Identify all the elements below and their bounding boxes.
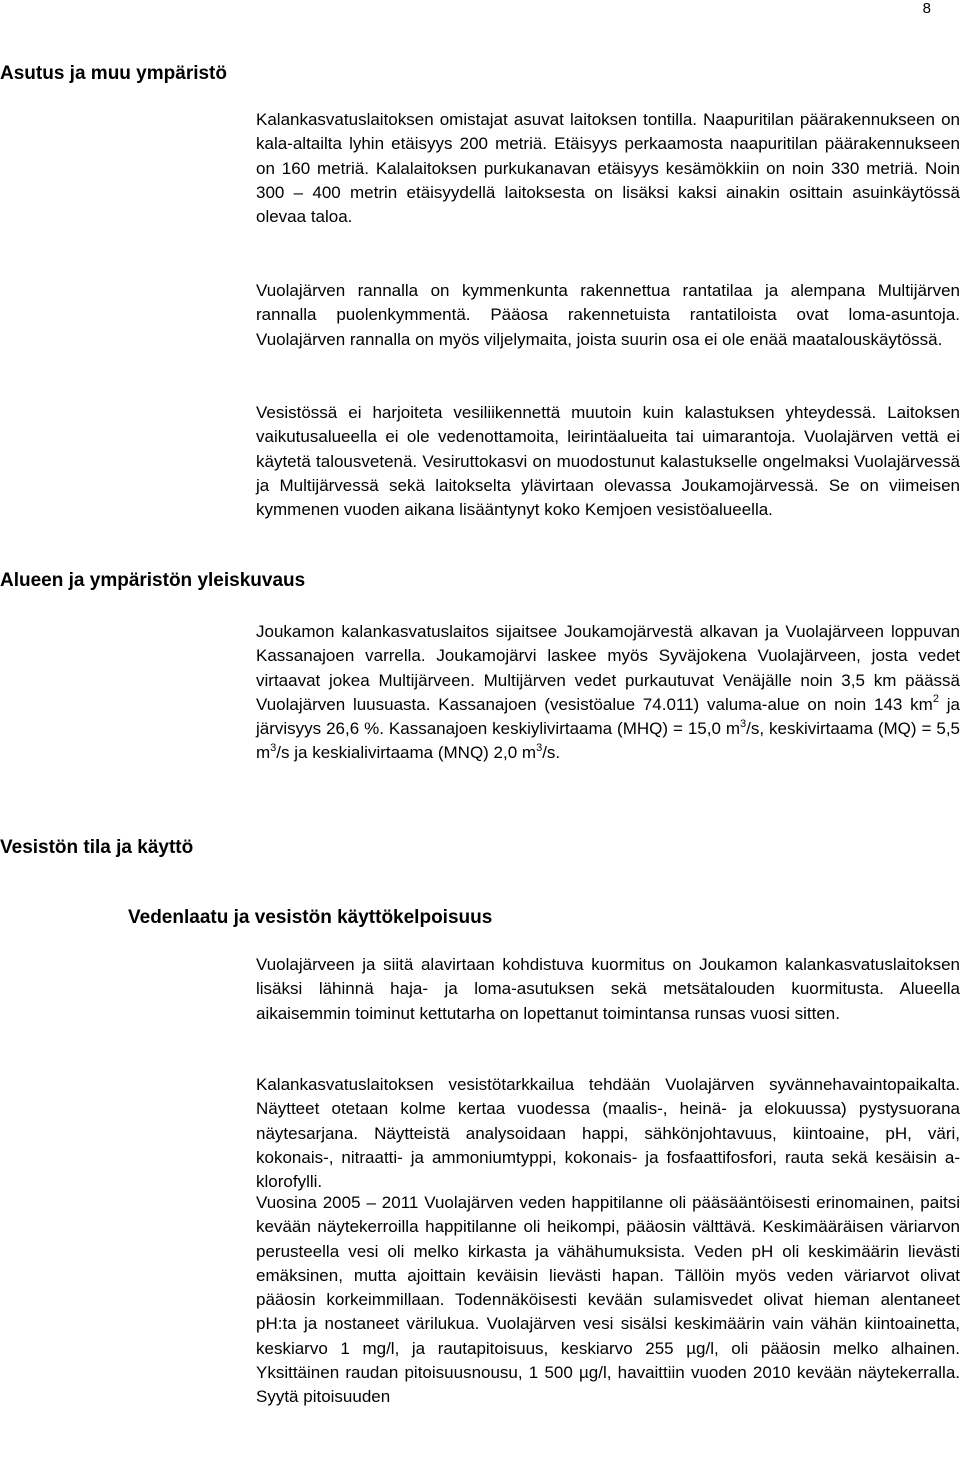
superscript-3b: 3 [270, 741, 277, 754]
superscript-3a: 3 [740, 717, 747, 730]
paragraph-alueen-part-b: ja järvisyys 26,6 %. Kassanajoen keskiylivirtaama (MHQ) = 15,0 m [256, 694, 960, 739]
superscript-2: 2 [932, 693, 939, 706]
paragraph-alueen-part-d: /s ja keskialivirtaama (MNQ) 2,0 m [276, 743, 537, 763]
paragraph-asutus-3: Vesistössä ei harjoiteta vesiliikennettä muutoin kuin kalastuksen yhteydessä. Laitoksen vaikutusalueella ei ole vedenottamoita, leirintäalueita tai uimarantoja. Vuolajärven vettä ei käytetä talousvetenä. Vesiruttokasvi on muodostunut kalastukselle ongelmaksi Vuolajärvessä ja Multijärvessä sekä laitokselta ylävirtaan olevassa Joukamojärvessä. Se on viimeisen kymmenen vuoden aikana lisääntynyt koko Kemjoen vesistöalueella. [256, 403, 960, 520]
section-heading-alueen: Alueen ja ympäristön yleiskuvaus [0, 570, 306, 591]
paragraph-alueen-part-a: Joukamon kalankasvatuslaitos sijaitsee Joukamojärvestä alkavan ja Vuolajärveen loppuvan Kassanajoen varrella. Joukamojärvi laskee myös Syväjokena Vuolajärveen, josta vedet virtaavat jokea Multijärveen. Multijärven vedet purkautuvat Venäjälle noin 3,5 km päässä Vuolajärven luusuasta. Kassanajoen (vesistöalue 74.011) valuma-alue on noin 143 km [256, 622, 960, 714]
paragraph-vedenlaatu-1: Vuolajärveen ja siitä alavirtaan kohdistuva kuormitus on Joukamon kalankasvatuslaitoksen lisäksi lähinnä haja- ja loma-asutuksen sekä metsätalouden kuormitusta. Alueella aikaisemmin toiminut kettutarha on lopettanut toimintansa runsas vuosi sitten. [256, 955, 960, 1023]
section-heading-vesiston-tila: Vesistön tila ja käyttö [0, 837, 194, 858]
paragraph-asutus-2: Vuolajärven rannalla on kymmenkunta rakennettua rantatilaa ja alempana Multijärven rannalla puolenkymmentä. Pääosa rakennetuista rantatiloista ovat loma-asuntoja. Vuolajärven rannalla on myös viljelymaita, joista suurin osa ei ole enää maatalouskäytössä. [256, 281, 960, 349]
paragraph-vedenlaatu-3: Vuosina 2005 – 2011 Vuolajärven veden happitilanne oli pääsääntöisesti erinomainen, paitsi kevään näytekerroilla happitilanne oli heikompi, pääosin välttävä. Keskimääräisen väriarvon perusteella vesi oli melko kirkasta ja vähähumuksista. Veden pH oli keskimäärin lievästi emäksinen, mutta ajoittain keväisin lievästi hapan. Tällöin myös veden väriarvot olivat pääosin korkeimmillaan. Todennäköisesti kevään sulamisvedet olivat hieman alentaneet pH:ta ja nostaneet värilukua. Vuolajärven vesi sisälsi keskimäärin vain vähän kiintoainetta, keskiarvo 1 mg/l, ja rautapitoisuus, keskiarvo 255 µg/l, oli pääosin melko alhainen. Yksittäinen raudan pitoisuusnousu, 1 500 µg/l, havaittiin vuoden 2010 kevään näytekerralla. Syytä pitoisuuden [256, 1193, 960, 1407]
paragraph-alueen-part-c: /s, keskivirtaama (MQ) = 5,5 m [256, 719, 960, 763]
paragraph-asutus-1: Kalankasvatuslaitoksen omistajat asuvat laitoksen tontilla. Naapuritilan päärakennukseen on kala-altailta lyhin etäisyys 200 metriä. Etäisyys perkaamosta naapuritilan päärakennukseen on 160 metriä. Kalalaitoksen purkukanavan etäisyys kesämökkiin on noin 330 metriä. Noin 300 – 400 metrin etäisyydellä laitoksesta on lisäksi kaksi ainakin osittain asuinkäytössä olevaa taloa. [256, 110, 960, 227]
superscript-3c: 3 [536, 741, 543, 754]
section-heading-asutus: Asutus ja muu ympäristö [0, 63, 227, 84]
page-number: 8 [922, 0, 931, 17]
paragraph-alueen [256, 620, 960, 766]
paragraph-alueen-part-e: /s. [542, 743, 561, 763]
paragraph-vedenlaatu-2: Kalankasvatuslaitoksen vesistötarkkailua tehdään Vuolajärven syvännehavaintopaikalta. Näytteet otetaan kolme kertaa vuodessa (maalis-, heinä- ja elokuussa) pystysuorana näytesarjana. Näytteistä analysoidaan happi, sähkönjohtavuus, kiintoaine, pH, väri, kokonais-, nitraatti- ja ammoniumtyppi, kokonais- ja fosfaattifosfori, rauta sekä kesäisin a-klorofylli. [256, 1075, 960, 1192]
subsection-heading-vedenlaatu: Vedenlaatu ja vesistön käyttökelpoisuus [128, 907, 493, 928]
